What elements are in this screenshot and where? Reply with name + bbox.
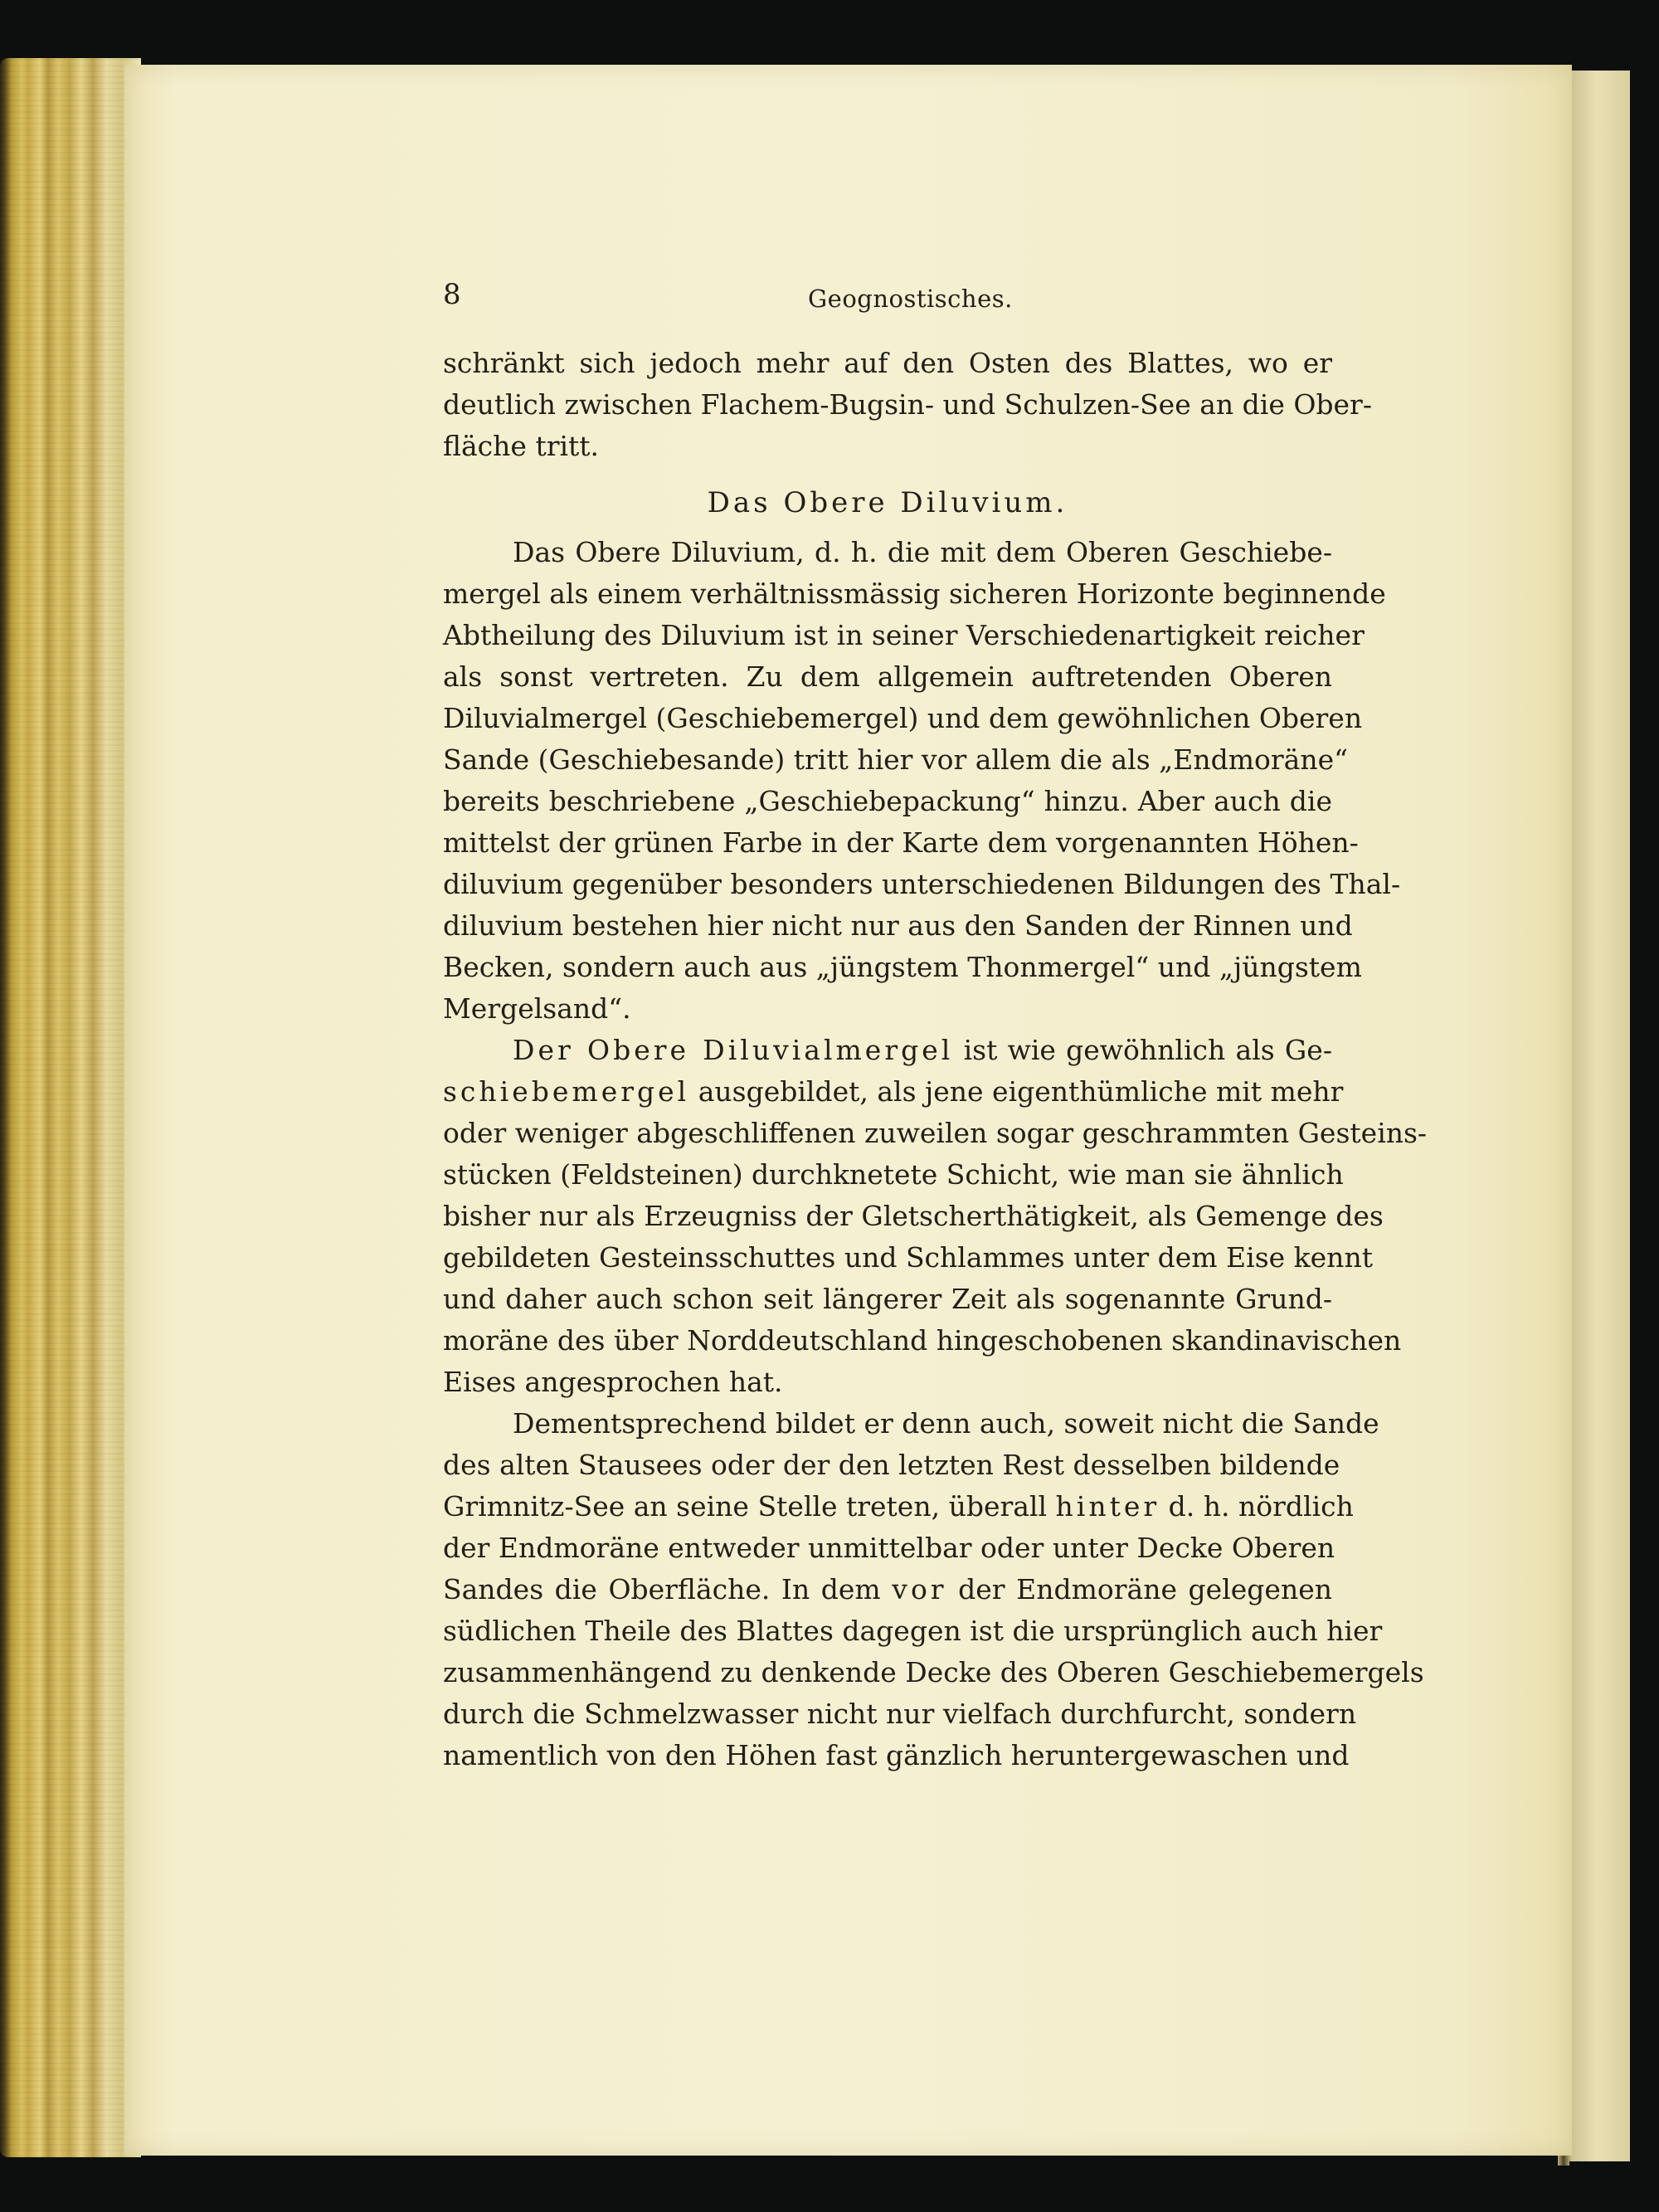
text-line: stücken (Feldsteinen) durchknetete Schicht, wie man sie ähnlich xyxy=(443,1158,1344,1191)
spaced-term: hinter xyxy=(1055,1490,1160,1523)
text-fragment: ausgebildet, als jene eigenthümliche mit mehr xyxy=(698,1075,1344,1108)
text-line: Diluvialmergel (Geschiebemergel) und dem gewöhnlichen Oberen xyxy=(443,702,1363,734)
text-line: und daher auch schon seit längerer Zeit als sogenannte Grund- xyxy=(443,1283,1332,1315)
text-line: bereits beschriebene „Geschiebepackung“ hinzu. Aber auch die xyxy=(443,785,1332,817)
text-line: namentlich von den Höhen fast gänzlich heruntergewaschen und xyxy=(443,1739,1350,1771)
text-line: Becken, sondern auch aus „jüngstem Thonmergel“ und „jüngstem xyxy=(443,951,1362,983)
text-line: Dementsprechend bildet er denn auch, soweit nicht die Sande xyxy=(513,1407,1379,1440)
text-fragment: Sandes die Oberfläche. In dem xyxy=(443,1573,881,1605)
spaced-term: Der Obere Diluvialmergel xyxy=(513,1034,954,1066)
page-number: 8 xyxy=(443,278,461,311)
text-line: südlichen Theile des Blattes dagegen ist die ursprünglich auch hier xyxy=(443,1615,1383,1647)
text-line: mittelst der grünen Farbe in der Karte dem vorgenannten Höhen- xyxy=(443,826,1359,859)
page-header xyxy=(443,278,1332,319)
text-line xyxy=(443,1569,1332,1610)
text-fragment: d. h. nördlich xyxy=(1168,1490,1354,1523)
text-line: schränkt sich jedoch mehr auf den Osten des Blattes, wo er xyxy=(443,347,1332,379)
running-head: Geognostisches. xyxy=(808,285,1013,313)
text-line: Sande (Geschiebesande) tritt hier vor allem die als „Endmoräne“ xyxy=(443,743,1348,776)
text-line: des alten Stausees oder der den letzten Rest desselben bildende xyxy=(443,1449,1340,1481)
text-line: deutlich zwischen Flachem-Bugsin- und Schulzen-See an die Ober- xyxy=(443,388,1372,421)
text-line: Abtheilung des Diluvium ist in seiner Verschiedenartigkeit reicher xyxy=(443,619,1365,651)
text-line: Eises angesprochen hat. xyxy=(443,1366,783,1398)
text-line: moräne des über Norddeutschland hingeschobenen skandinavischen xyxy=(443,1324,1402,1357)
text-line: gebildeten Gesteinsschuttes und Schlammes unter dem Eise kennt xyxy=(443,1241,1373,1274)
text-line: fläche tritt. xyxy=(443,430,600,462)
text-line: diluvium bestehen hier nicht nur aus den Sanden der Rinnen und xyxy=(443,909,1353,942)
spaced-term: schiebemergel xyxy=(443,1075,690,1108)
book-page-edges xyxy=(0,58,141,2157)
text-line xyxy=(443,1486,1354,1527)
text-line: der Endmoräne entweder unmittelbar oder unter Decke Oberen xyxy=(443,1532,1335,1564)
text-fragment: ist wie gewöhnlich als Ge- xyxy=(963,1034,1332,1066)
text-line: mergel als einem verhältnissmässig sicheren Horizonte beginnende xyxy=(443,577,1386,610)
spaced-term: vor xyxy=(892,1573,947,1605)
text-line: als sonst vertreten. Zu dem allgemein auftretenden Oberen xyxy=(443,660,1332,693)
text-fragment: Grimnitz-See an seine Stelle treten, überall xyxy=(443,1490,1048,1523)
text-line: zusammenhängend zu denkende Decke des Oberen Geschiebemergels xyxy=(443,1656,1424,1688)
text-line: bisher nur als Erzeugniss der Gletscherthätigkeit, als Gemenge des xyxy=(443,1200,1384,1232)
text-fragment: der Endmoräne gelegenen xyxy=(958,1573,1332,1605)
text-line: Mergelsand“. xyxy=(443,992,631,1025)
text-line: diluvium gegenüber besonders unterschiedenen Bildungen des Thal- xyxy=(443,868,1401,900)
text-line xyxy=(443,1030,1332,1071)
text-line: oder weniger abgeschliffenen zuweilen sogar geschrammten Gesteins- xyxy=(443,1117,1428,1149)
body-text xyxy=(443,343,1428,1776)
text-line xyxy=(443,1071,1344,1113)
text-line: Das Obere Diluvium, d. h. die mit dem Oberen Geschiebe- xyxy=(513,536,1332,568)
section-heading: Das Obere Diluvium. xyxy=(707,486,1068,519)
adjacent-page-edge xyxy=(1564,71,1630,2161)
text-line: durch die Schmelzwasser nicht nur vielfach durchfurcht, sondern xyxy=(443,1698,1357,1730)
